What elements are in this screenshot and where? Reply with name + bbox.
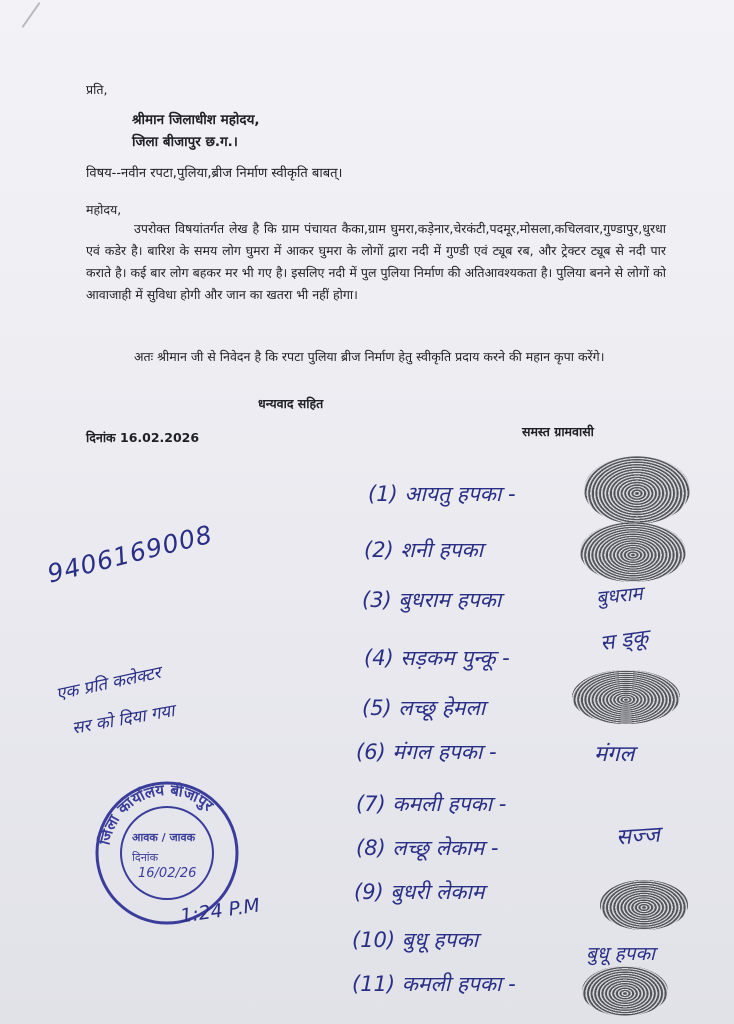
body-paragraph-1: उपरोक्त विषयांतर्गत लेख है कि ग्राम पंचायत कैका,ग्राम घुमरा,कड़ेनार,चेरकंटी,पदमूर,मोसला,कचिलवार,गुण्डापुर,धुरधा एवं कडेर है। बारिश के समय लोग घुमरा में आकर घुमरा के लोगों द्वारा नदी में गुण्डी एवं ट्यूब रब, और ट्रेक्टर ट्यूब से नदी पार कराते है। कई बार लोग बहकर मर भी गए है। इसलिए नदी में पुल पुलिया निर्माण की अतिआवश्यकता है। पुलिया बनने से लोगों को आवाजाही में सुविधा होगी और जान का खतरा भी नहीं होगा। — [86, 221, 666, 302]
date-line: दिनांक 16.02.2026 — [86, 430, 200, 445]
handwritten-copy-note-line-2: सर को दिया गया — [70, 701, 177, 739]
subject-line: विषय--नवीन रपटा,पुलिया,ब्रीज निर्माण स्वीकृति बाबत्। — [86, 166, 343, 181]
thumbprint-mark — [572, 670, 680, 724]
signatory-entry: (4) सड़कम पुन्कू - — [364, 646, 510, 670]
salutation: प्रति, — [86, 82, 108, 97]
signatory-entry: (5) लच्छू हेमला — [362, 696, 486, 720]
signature-mark: मंगल — [594, 742, 635, 767]
signatory-entry: (11) कमली हपका - — [352, 972, 516, 996]
signatory-entry: (9) बुधरी लेकाम — [354, 880, 485, 904]
signature-mark: बुधराम — [595, 582, 644, 610]
signatory-entry: (1) आयतु हपका - — [368, 482, 516, 506]
recipient-line-1: श्रीमान जिलाधीश महोदय, — [132, 112, 260, 128]
stamp-date-value: 16/02/26 — [138, 866, 197, 881]
body-paragraph-2: अतः श्रीमान जी से निवेदन है कि रपटा पुलिया ब्रीज निर्माण हेतु स्वीकृति प्रदाय करने की महान कृपा करेंगे। — [134, 349, 605, 364]
thumbprint-mark — [584, 456, 690, 524]
signature-mark: बुधू हपका — [586, 943, 655, 965]
paper-crease — [22, 2, 41, 28]
thanks-line: धन्यवाद सहित — [258, 396, 324, 411]
recipient-line-2: जिला बीजापुर छ.ग.। — [132, 134, 238, 150]
stamp-inward-label: आवक / जावक — [132, 831, 196, 844]
signatory-entry: (7) कमली हपका - — [356, 792, 507, 816]
greeting: महोदय, — [86, 202, 122, 217]
handwritten-phone: 9406169008 — [44, 519, 216, 589]
signatory-entry: (3) बुधराम हपका — [362, 588, 502, 612]
stamp-ring-text-path: जिला कार्यालय बीजापुर — [95, 780, 217, 847]
handwritten-copy-note-line-1: एक प्रति कलेक्टर — [54, 663, 163, 705]
signatory-entry: (6) मंगल हपका - — [356, 740, 497, 764]
signatory-entry: (2) शनी हपका — [364, 538, 484, 562]
thumbprint-mark — [600, 880, 688, 930]
stamp-date-prefix: दिनांक — [132, 851, 159, 864]
signatory-entry: (10) बुधू हपका — [352, 928, 479, 952]
signatory-entry: (8) लच्छू लेकाम - — [356, 836, 499, 860]
thumbprint-mark — [580, 522, 686, 582]
signature-mark: सज्ज — [615, 822, 661, 851]
stamp-time: 1:24 P.M — [178, 894, 262, 928]
thumbprint-mark — [582, 966, 668, 1016]
signatory-label: समस्त ग्रामवासी — [522, 424, 594, 439]
signature-mark: स ड्‌कू — [598, 624, 650, 656]
